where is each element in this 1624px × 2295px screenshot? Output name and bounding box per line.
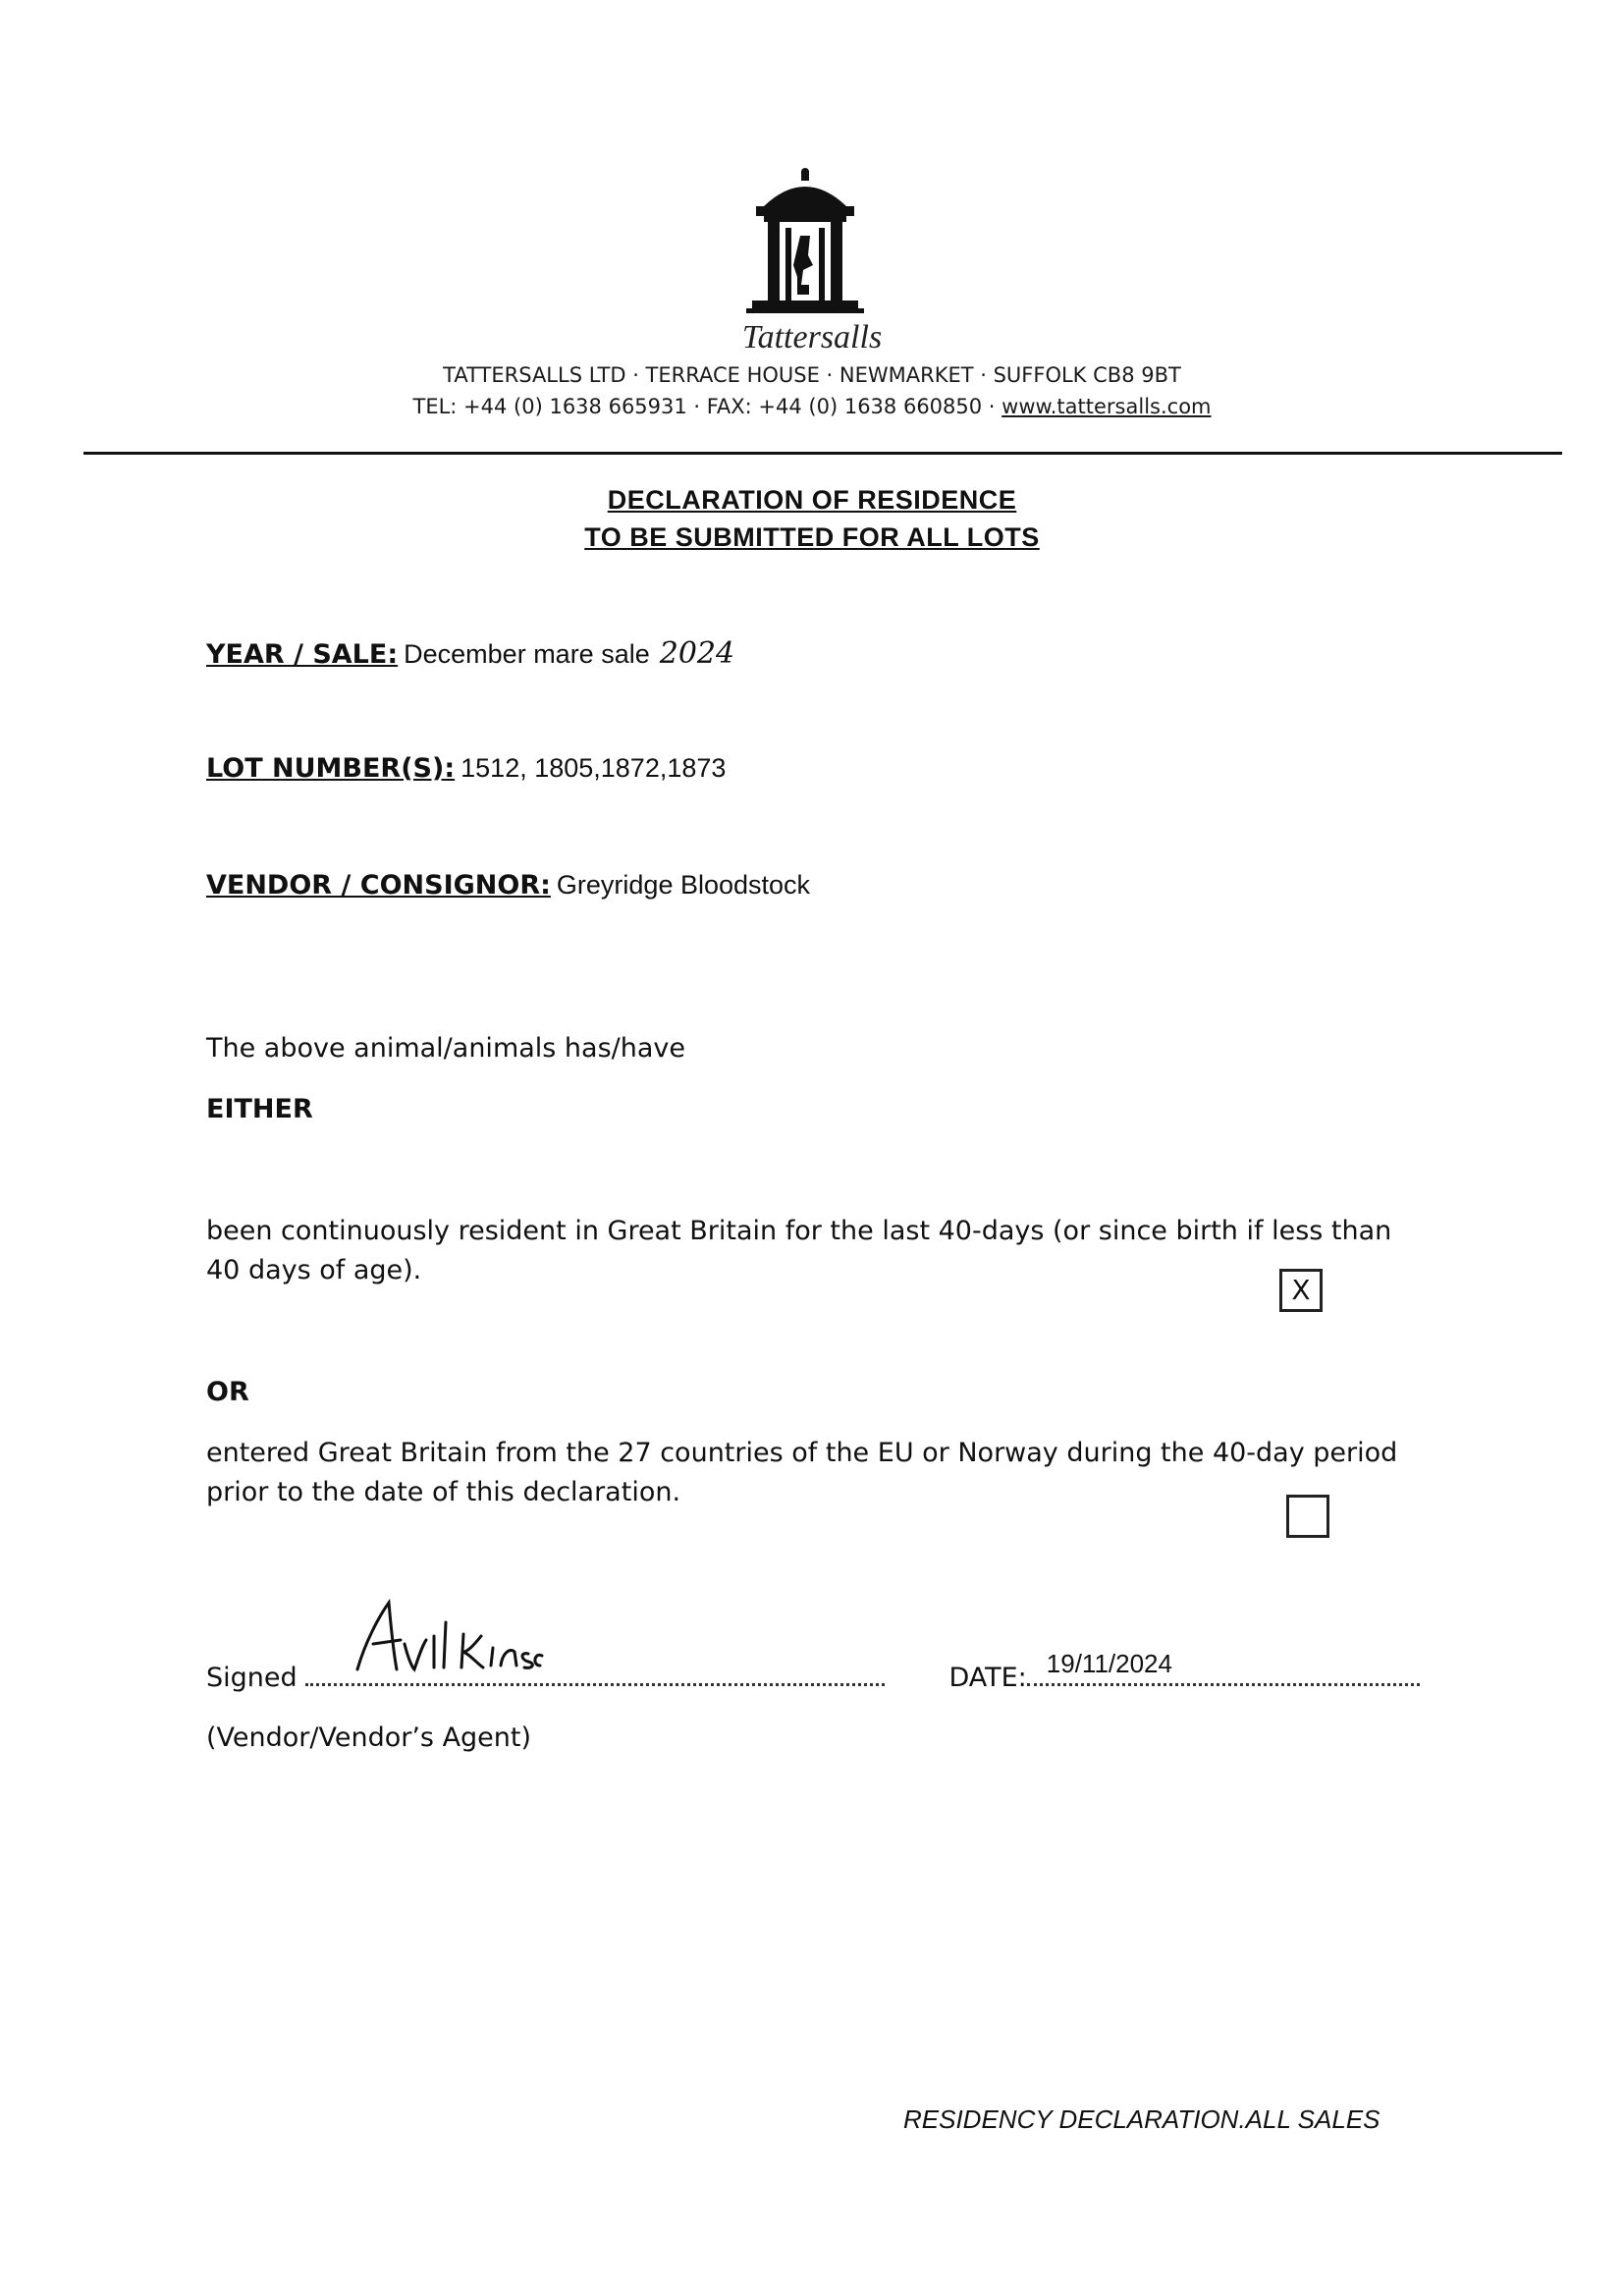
year-sale-field: [206, 636, 734, 671]
lot-numbers-value: 1512, 1805,1872,1873: [460, 753, 727, 783]
year-sale-value: December mare sale: [404, 639, 650, 669]
option2-text: entered Great Britain from the 27 countries of the EU or Norway during the 40-day period prior to the date of this declaration.: [206, 1438, 1398, 1507]
vendor-value: Greyridge Bloodstock: [556, 870, 811, 900]
option1-text: been continuously resident in Great Britain for the last 40-days (or since birth if less than 40 days of age).: [206, 1216, 1392, 1285]
date-field[interactable]: [1027, 1649, 1420, 1686]
form-footer: RESIDENCY DECLARATION.ALL SALES: [903, 2104, 1380, 2134]
vendor-label: VENDOR / CONSIGNOR:: [206, 870, 551, 901]
option1-checkbox[interactable]: X: [1279, 1269, 1323, 1312]
company-address: TATTERSALLS LTD · TERRACE HOUSE · NEWMARKET · SUFFOLK CB8 9BT: [443, 363, 1181, 387]
vendor-field: [206, 870, 810, 901]
intro-text: The above animal/animals has/have: [206, 1033, 686, 1064]
tattersalls-logo: [746, 167, 864, 314]
date-label: DATE:: [948, 1663, 1027, 1693]
date-value: 19/11/2024: [1046, 1649, 1172, 1678]
signed-label: Signed: [206, 1663, 298, 1693]
website-link[interactable]: www.tattersalls.com: [1001, 395, 1212, 418]
or-heading: OR: [206, 1377, 249, 1407]
option2-checkbox[interactable]: [1286, 1495, 1329, 1538]
signature-field[interactable]: [305, 1660, 885, 1686]
brand-name: Tattersalls: [741, 319, 883, 355]
handwritten-signature: [350, 1599, 546, 1682]
document-subtitle: TO BE SUBMITTED FOR ALL LOTS: [584, 522, 1040, 552]
company-contact: [0, 395, 1624, 418]
either-heading: EITHER: [206, 1094, 313, 1124]
lot-numbers-field: [206, 753, 726, 784]
year-sale-label: YEAR / SALE:: [206, 639, 399, 670]
document-title: DECLARATION OF RESIDENCE: [607, 485, 1017, 515]
phone-fax: TEL: +44 (0) 1638 665931 · FAX: +44 (0) 1638 660850 ·: [412, 395, 1002, 418]
lot-numbers-label: LOT NUMBER(S):: [206, 753, 456, 784]
header-divider: [83, 452, 1562, 455]
signature-line: [206, 1649, 1420, 1693]
signer-role: (Vendor/Vendor’s Agent): [206, 1722, 532, 1753]
year-handwritten: 2024: [659, 636, 735, 671]
